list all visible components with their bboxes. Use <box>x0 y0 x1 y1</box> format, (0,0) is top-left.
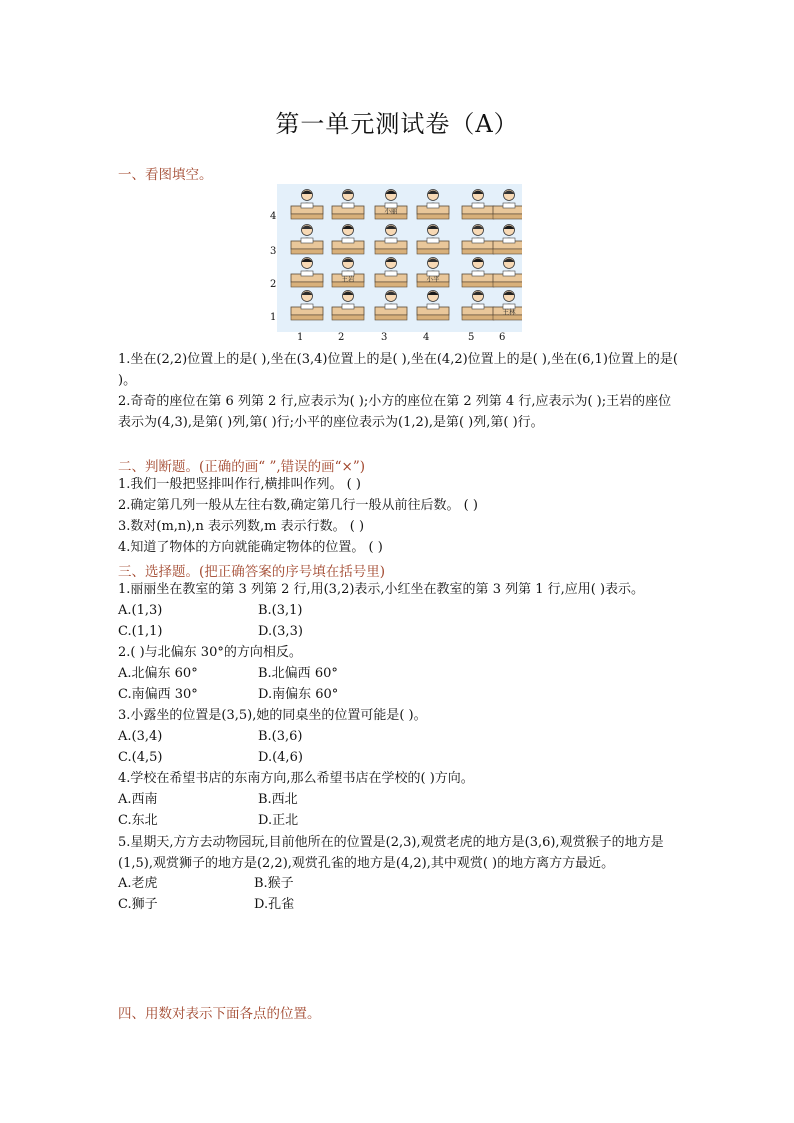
book <box>301 271 313 276</box>
book <box>427 304 439 309</box>
student-desk-r2-c5 <box>462 258 494 288</box>
q1-item-2: 2.奇奇的座位在第 6 列第 2 行,应表示为( );小方的座位在第 2 列第 4 行,应表示为( );王岩的座位表示为(4,3),是第( )列,第( )行;小平的座位表示为(1,2),是第( )列,第( )行。 <box>118 394 672 430</box>
choice-q1-stem: 1.丽丽坐在教室的第 3 列第 2 行,用(3,2)表示,小红坐在教室的第 3 列第 1 行,应用( )表示。 <box>118 582 645 597</box>
row-label-3: 3 <box>270 246 277 257</box>
section-2-heading: 二、判断题。(正确的画“ ”,错误的画“×”) <box>118 459 366 475</box>
student-desk-r4-c5 <box>462 190 494 220</box>
desk-front <box>375 249 407 254</box>
desk-front <box>332 249 364 254</box>
desk-front <box>291 315 323 320</box>
desk-front <box>462 214 494 219</box>
student-desk-r1-c2 <box>332 291 364 321</box>
judge-item-4: 4.知道了物体的方向就能确定物体的位置。 ( ) <box>118 540 383 555</box>
book <box>342 203 354 208</box>
student-desk-r3-c5 <box>462 225 494 255</box>
section-3-heading: 三、选择题。(把正确答案的序号填在括号里) <box>118 564 386 580</box>
choice-q2-option-c: C.南偏西 30° <box>118 687 198 702</box>
col-label-4: 4 <box>423 332 430 343</box>
col-label-3: 3 <box>381 332 388 343</box>
choice-q4-option-b: B.西北 <box>258 792 298 807</box>
desk-front <box>493 282 522 287</box>
col-label-5: 5 <box>468 332 475 343</box>
book <box>427 203 439 208</box>
book <box>472 271 484 276</box>
student-desk-r4-c4 <box>417 190 449 220</box>
book <box>385 304 397 309</box>
student-desk-r2-c6 <box>493 258 522 288</box>
judge-item-2: 2.确定第几列一般从左往右数,确定第几行一般从前往后数。 ( ) <box>118 498 478 513</box>
book <box>472 203 484 208</box>
desk-front <box>417 315 449 320</box>
student-desk-r4-c3 <box>375 190 407 220</box>
desk-name-label: 王林 <box>502 308 516 316</box>
classroom-seating-figure <box>277 184 522 332</box>
book <box>503 271 515 276</box>
desk-name-label: 小丽 <box>384 207 398 215</box>
section-4-heading: 四、用数对表示下面各点的位置。 <box>118 1006 321 1022</box>
book <box>503 238 515 243</box>
choice-q4-stem: 4.学校在希望书店的东南方向,那么希望书店在学校的( )方向。 <box>118 771 474 786</box>
desk-front <box>493 249 522 254</box>
choice-q3-option-b: B.(3,6) <box>258 729 303 744</box>
book <box>385 271 397 276</box>
student-desk-r4-c1 <box>291 190 323 220</box>
choice-q5-option-d: D.孔雀 <box>254 897 295 912</box>
student-desk-r1-c5 <box>462 291 494 321</box>
desk-front <box>291 282 323 287</box>
choice-q4-option-c: C.东北 <box>118 813 158 828</box>
desk-front <box>417 249 449 254</box>
book <box>342 238 354 243</box>
student-desk-r2-c4 <box>417 258 449 288</box>
choice-q2-option-a: A.北偏东 60° <box>118 666 198 681</box>
choice-q1-option-b: B.(3,1) <box>258 603 303 618</box>
section-1-heading: 一、看图填空。 <box>118 167 213 183</box>
desk-front <box>493 214 522 219</box>
row-label-1: 1 <box>270 312 277 323</box>
book <box>301 203 313 208</box>
choice-q2-option-d: D.南偏东 60° <box>258 687 339 702</box>
desk-name-label: 王岩 <box>341 275 355 283</box>
student-desk-r1-c4 <box>417 291 449 321</box>
book <box>301 238 313 243</box>
desk-front <box>291 214 323 219</box>
q1-item-1: 1.坐在(2,2)位置上的是( ),坐在(3,4)位置上的是( ),坐在(4,2)位置上的是( ),坐在(6,1)位置上的是( )。 <box>118 352 678 388</box>
student-desk-r3-c4 <box>417 225 449 255</box>
choice-q5-option-a: A.老虎 <box>118 876 158 891</box>
desk-front <box>291 249 323 254</box>
student-desk-r4-c2 <box>332 190 364 220</box>
book <box>342 304 354 309</box>
desk-front <box>332 214 364 219</box>
student-desk-r3-c3 <box>375 225 407 255</box>
col-label-2: 2 <box>338 332 345 343</box>
desk-front <box>332 315 364 320</box>
student-desk-r2-c1 <box>291 258 323 288</box>
judge-item-3: 3.数对(m,n),n 表示列数,m 表示行数。 ( ) <box>118 519 365 534</box>
choice-q2-option-b: B.北偏西 60° <box>258 666 338 681</box>
book <box>385 238 397 243</box>
book <box>301 304 313 309</box>
choice-q1-option-a: A.(1,3) <box>118 603 163 618</box>
student-desk-r3-c6 <box>493 225 522 255</box>
col-label-6: 6 <box>499 332 506 343</box>
col-label-1: 1 <box>297 332 304 343</box>
student-desk-r3-c1 <box>291 225 323 255</box>
row-label-2: 2 <box>270 279 277 290</box>
choice-q3-option-a: A.(3,4) <box>118 729 163 744</box>
judge-item-1: 1.我们一般把竖排叫作行,横排叫作列。 ( ) <box>118 477 361 492</box>
desk-front <box>417 214 449 219</box>
student-desk-r4-c6 <box>493 190 522 220</box>
choice-q4-option-d: D.正北 <box>258 813 299 828</box>
student-desk-r1-c1 <box>291 291 323 321</box>
choice-q5-option-c: C.狮子 <box>118 897 158 912</box>
choice-q5-option-b: B.猴子 <box>254 876 294 891</box>
student-desk-r2-c3 <box>375 258 407 288</box>
choice-q1-option-c: C.(1,1) <box>118 624 163 639</box>
desk-front <box>462 282 494 287</box>
choice-q1-option-d: D.(3,3) <box>258 624 303 639</box>
book <box>503 203 515 208</box>
student-desk-r1-c3 <box>375 291 407 321</box>
choice-q3-option-d: D.(4,6) <box>258 750 303 765</box>
choice-q3-stem: 3.小露坐的位置是(3,5),她的同桌坐的位置可能是( )。 <box>118 708 427 723</box>
desk-front <box>462 249 494 254</box>
page-title: 第一单元测试卷（A） <box>275 110 519 138</box>
book <box>472 238 484 243</box>
desk-front <box>462 315 494 320</box>
row-label-4: 4 <box>270 211 277 222</box>
choice-q4-option-a: A.西南 <box>118 792 158 807</box>
choice-q2-stem: 2.( )与北偏东 30°的方向相反。 <box>118 645 302 660</box>
desk-front <box>375 315 407 320</box>
seating-grid <box>277 184 522 332</box>
choice-q5-stem: 5.星期天,方方去动物园玩,目前他所在的位置是(2,3),观赏老虎的地方是(3,6),观赏猴子的地方是(1,5),观赏狮子的地方是(2,2),观赏孔雀的地方是(4,2),其中观赏( )的地方离方方最近。 <box>118 835 664 871</box>
desk-front <box>375 282 407 287</box>
desk-name-label: 小平 <box>426 275 440 283</box>
book <box>472 304 484 309</box>
student-desk-r1-c6 <box>493 291 522 321</box>
student-desk-r3-c2 <box>332 225 364 255</box>
book <box>427 238 439 243</box>
student-desk-r2-c2 <box>332 258 364 288</box>
choice-q3-option-c: C.(4,5) <box>118 750 163 765</box>
